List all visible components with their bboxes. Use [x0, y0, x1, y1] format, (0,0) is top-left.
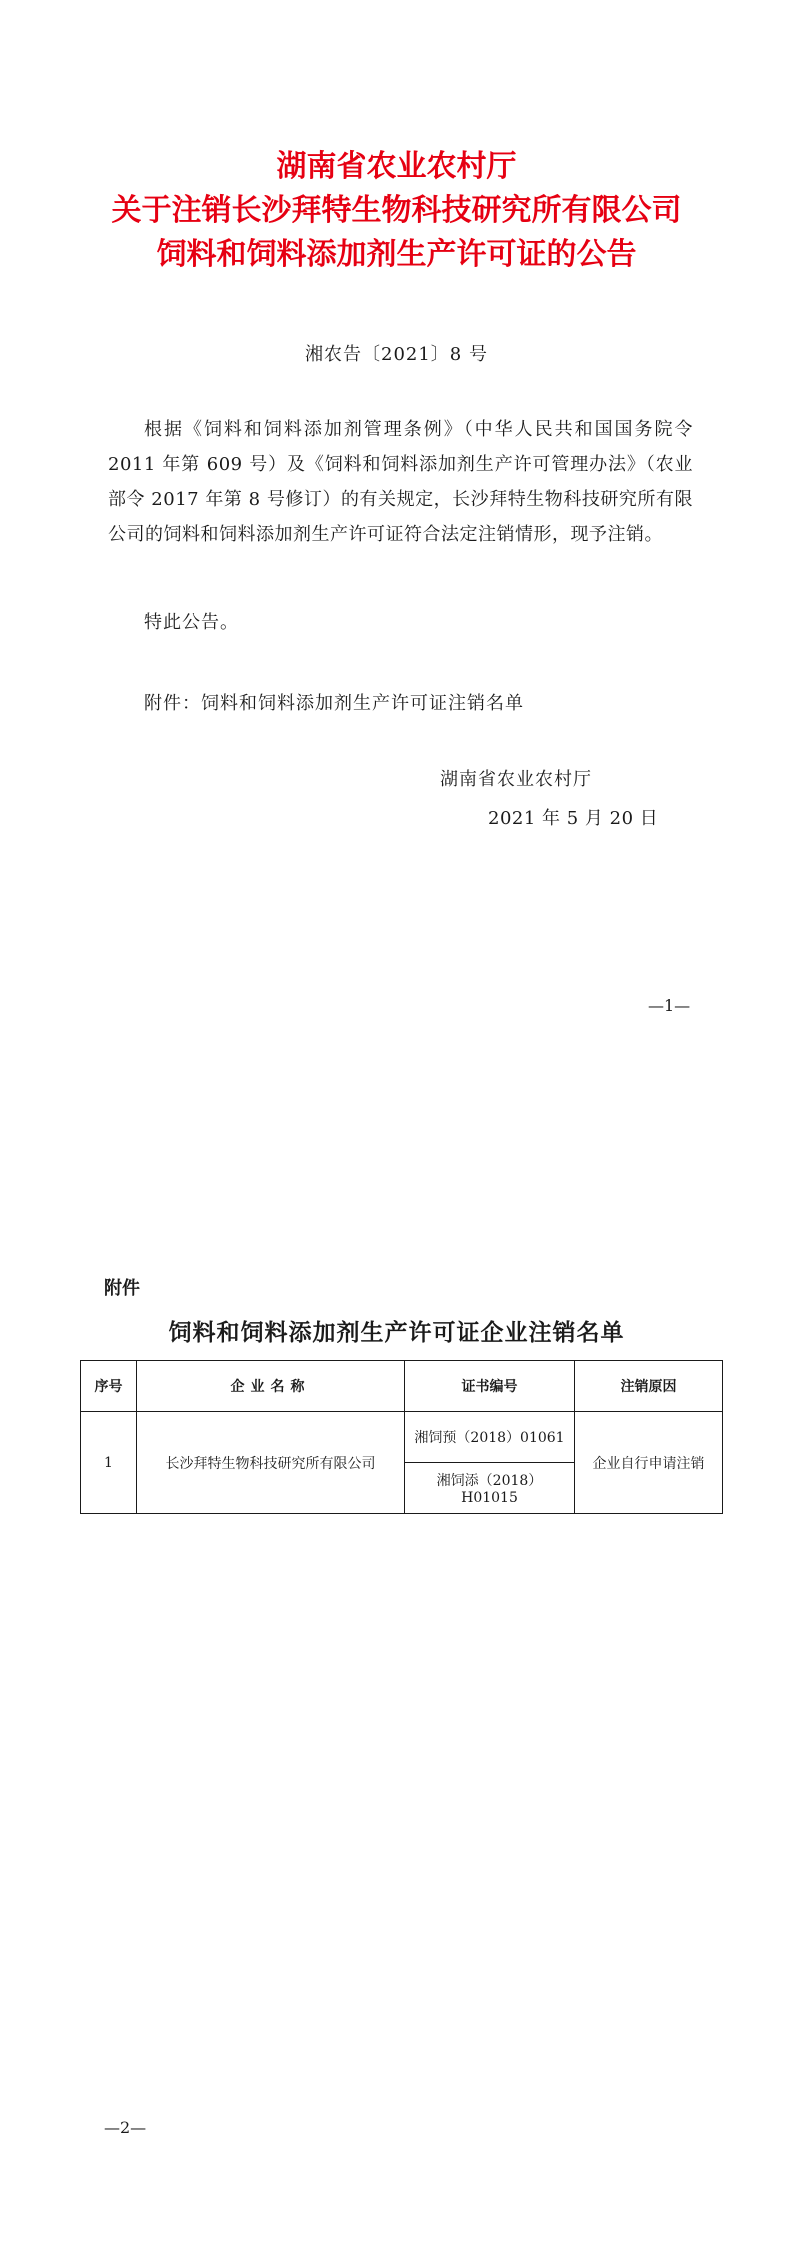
title-line-agency: 湖南省农业农村厅: [276, 149, 517, 184]
header-certificate: 证书编号: [405, 1361, 575, 1412]
table-row: [81, 1412, 723, 1463]
cancellation-list-title: 饲料和饲料添加剂生产许可证企业注销名单: [168, 1319, 625, 1346]
attachment-note: 附件：饲料和饲料添加剂生产许可证注销名单: [144, 693, 524, 714]
issuing-agency: 湖南省农业农村厅: [440, 769, 592, 790]
cell-company: 长沙拜特生物科技研究所有限公司: [137, 1412, 405, 1514]
closing-statement: 特此公告。: [144, 612, 239, 633]
header-seq: 序号: [81, 1361, 137, 1412]
page-number-2: —2—: [104, 2118, 147, 2137]
document-number: 湘农告〔2021〕8 号: [305, 344, 488, 365]
cancellation-table: [80, 1360, 723, 1514]
page-number-1: —1—: [648, 996, 691, 1015]
title-line-subject: 关于注销长沙拜特生物科技研究所有限公司: [111, 193, 682, 228]
title-line-topic: 饲料和饲料添加剂生产许可证的公告: [156, 237, 637, 272]
cell-certificate-2: 湘饲添（2018）H01015: [405, 1463, 575, 1514]
cell-reason: 企业自行申请注销: [575, 1412, 723, 1514]
page-2: [0, 1122, 793, 2244]
header-company: 企业名称: [137, 1361, 405, 1412]
issue-date: 2021 年 5 月 20 日: [488, 808, 659, 829]
cell-seq: 1: [81, 1412, 137, 1514]
announcement-title: [0, 145, 793, 277]
attachment-label: 附件: [104, 1278, 140, 1299]
table-header-row: [81, 1361, 723, 1412]
announcement-body: 根据《饲料和饲料添加剂管理条例》（中华人民共和国国务院令 2011 年第 609 号）及《饲料和饲料添加剂生产许可管理办法》（农业部令 2017 年第 8 号修订）的有关规定，长沙拜特生物科技研究所有限公司的饲料和饲料添加剂生产许可证符合法定注销情形，现予注销。: [108, 419, 693, 545]
header-reason: 注销原因: [575, 1361, 723, 1412]
cell-certificate-1: 湘饲预（2018）01061: [405, 1412, 575, 1463]
